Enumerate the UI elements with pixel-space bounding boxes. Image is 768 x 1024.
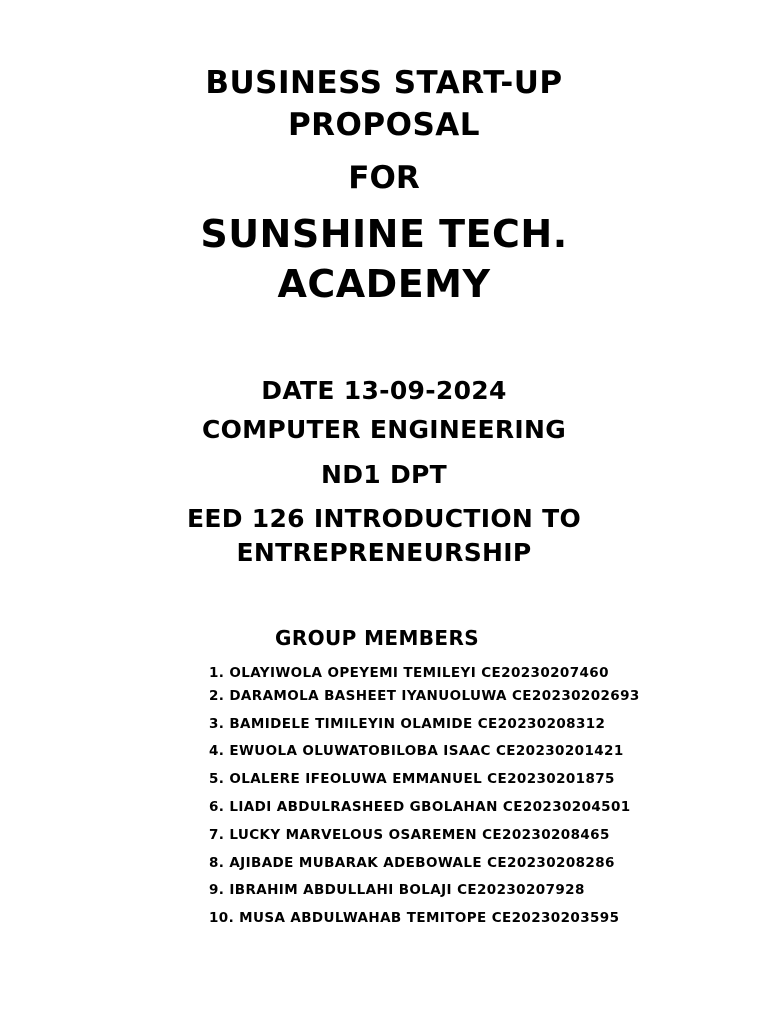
for-label: FOR [348, 160, 420, 196]
title-line-2: PROPOSAL [287, 107, 481, 143]
level-line: ND1 DPT [320, 460, 447, 489]
list-item: 3. BAMIDELE TIMILEYIN OLAMIDE CE20230208312 [209, 716, 606, 732]
list-item: 4. EWUOLA OLUWATOBILOBA ISAAC CE20230201421 [209, 743, 624, 759]
list-item: 2. DARAMOLA BASHEET IYANUOLUWA CE20230202693 [209, 688, 640, 704]
list-item: 7. LUCKY MARVELOUS OSAREMEN CE20230208465 [209, 827, 610, 843]
date-line: DATE 13-09-2024 [261, 376, 507, 405]
organization-name-line-1: SUNSHINE TECH. [200, 212, 568, 256]
list-item: 6. LIADI ABDULRASHEED GBOLAHAN CE20230204501 [209, 799, 631, 815]
course-line-2: ENTREPRENEURSHIP [236, 538, 532, 567]
title-line-1: BUSINESS START-UP [205, 65, 563, 101]
list-item: 5. OLALERE IFEOLUWA EMMANUEL CE20230201875 [209, 771, 615, 787]
list-item: 1. OLAYIWOLA OPEYEMI TEMILEYI CE20230207460 [209, 665, 609, 681]
list-item: 8. AJIBADE MUBARAK ADEBOWALE CE20230208286 [209, 855, 615, 871]
list-item: 10. MUSA ABDULWAHAB TEMITOPE CE20230203595 [209, 910, 620, 926]
list-item: 9. IBRAHIM ABDULLAHI BOLAJI CE20230207928 [209, 882, 585, 898]
course-line-1: EED 126 INTRODUCTION TO [186, 504, 582, 533]
department-line: COMPUTER ENGINEERING [201, 415, 567, 444]
organization-name-line-2: ACADEMY [277, 262, 491, 306]
group-members-heading: GROUP MEMBERS [275, 626, 480, 650]
